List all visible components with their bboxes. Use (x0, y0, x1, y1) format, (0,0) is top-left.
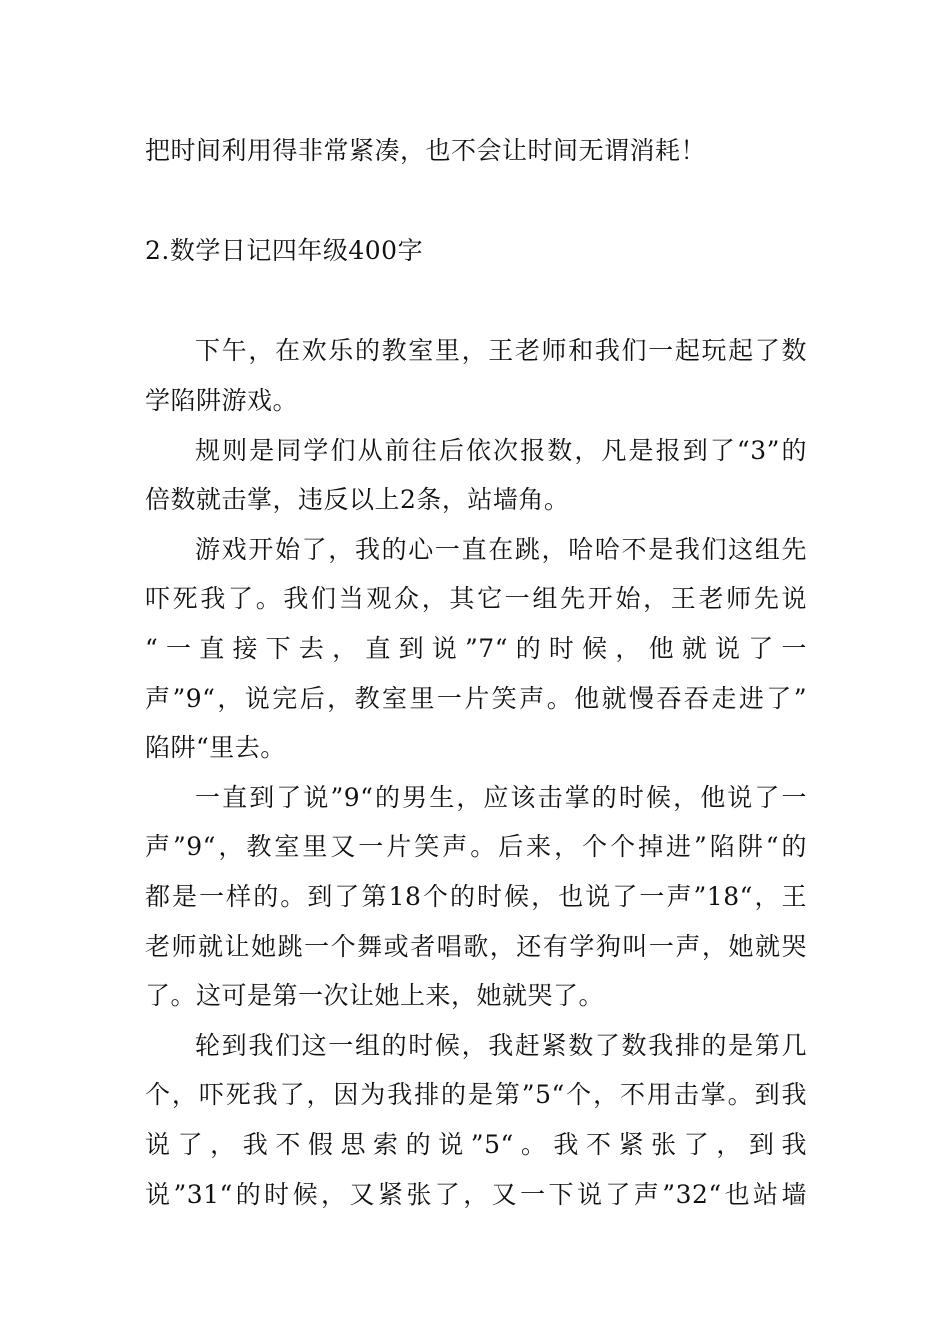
paragraph-line: 了。这可是第一次让她上来，她就哭了。 (145, 981, 605, 1010)
paragraph-line: 学陷阱游戏。 (145, 386, 299, 415)
paragraph-line: 都是一样的。到了第18个的时候，也说了一声”18“，王 (145, 882, 807, 911)
paragraph-line: 一直到了说”9“的男生，应该击掌的时候，他说了一 (195, 783, 807, 812)
paragraph-line: 游戏开始了，我的心一直在跳，哈哈不是我们这组先 (195, 535, 807, 564)
section-heading: 2.数学日记四年级400字 (145, 236, 424, 265)
paragraph-line: 陷阱“里去。 (145, 733, 286, 762)
paragraph-line: “一直接下去，直到说”7“的时候，他就说了一 (145, 634, 807, 663)
continuation-line: 把时间利用得非常紧凑，也不会让时间无谓消耗！ (145, 136, 707, 165)
paragraph-line: 说了，我不假思索的说”5“。我不紧张了，到我 (145, 1130, 807, 1159)
paragraph-line: 声”9“，教室里又一片笑声。后来，个个掉进”陷阱“的 (145, 832, 807, 861)
paragraph-line: 声”9“，说完后，教室里一片笑声。他就慢吞吞走进了” (145, 684, 807, 713)
paragraph-line: 规则是同学们从前往后依次报数，凡是报到了“3”的 (195, 436, 807, 465)
paragraph-line: 说”31“的时候，又紧张了，又一下说了声”32“也站墙 (145, 1180, 807, 1209)
paragraph-line: 老师就让她跳一个舞或者唱歌，还有学狗叫一声，她就哭 (145, 932, 807, 961)
paragraph-line: 下午，在欢乐的教室里，王老师和我们一起玩起了数 (195, 336, 807, 365)
paragraph-line: 倍数就击掌，违反以上2条，站墙角。 (145, 485, 570, 514)
paragraph-line: 吓死我了。我们当观众，其它一组先开始，王老师先说 (145, 584, 807, 613)
paragraph-line: 轮到我们这一组的时候，我赶紧数了数我排的是第几 (195, 1031, 807, 1060)
paragraph-line: 个，吓死我了，因为我排的是第”5“个，不用击掌。到我 (145, 1080, 807, 1109)
